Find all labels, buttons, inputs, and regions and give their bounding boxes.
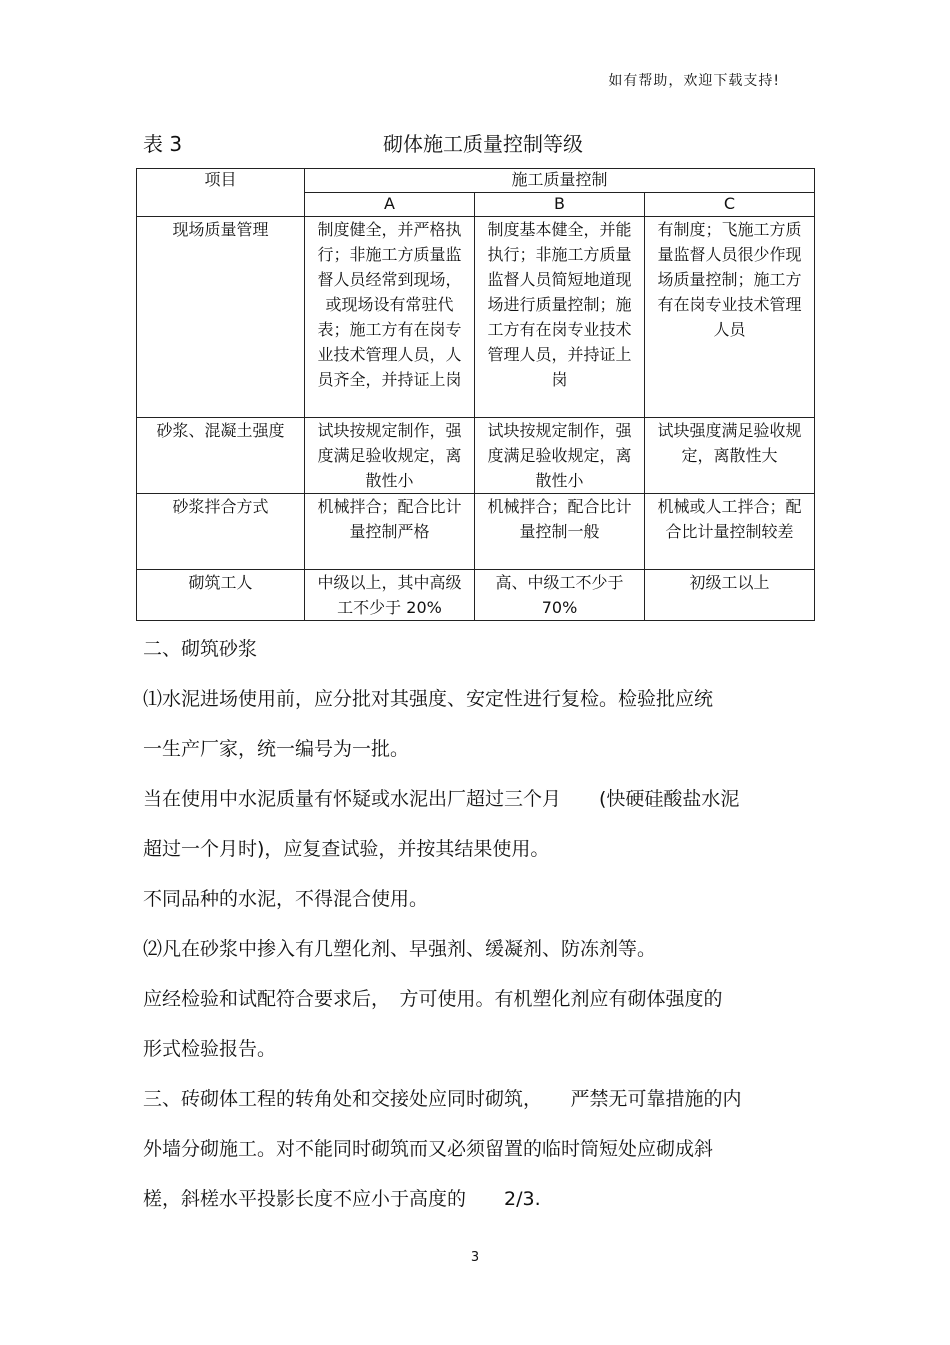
table-number: 表 3	[143, 132, 183, 156]
paragraph-line: ⑵凡在砂浆中掺入有几塑化剂、早强剂、缓凝剂、防冻剂等。	[143, 938, 657, 960]
header-note: 如有帮助，欢迎下载支持!	[608, 73, 780, 89]
cell-c: 机械或人工拌合；配合比计量控制较差	[645, 494, 815, 570]
paragraph-line: 外墙分砌施工。对不能同时砌筑而又必须留置的临时筒短处应砌成斜	[143, 1138, 714, 1160]
row-item: 砂浆、混凝土强度	[137, 418, 305, 494]
header-grade-c: C	[645, 193, 815, 217]
cell-a: 机械拌合；配合比计量控制严格	[305, 494, 475, 570]
cell-b: 试块按规定制作，强度满足验收规定，离散性小	[475, 418, 645, 494]
cell-c: 初级工以上	[645, 570, 815, 621]
header-group: 施工质量控制	[305, 169, 815, 193]
table-row	[137, 418, 815, 494]
paragraph-line: 当在使用中水泥质量有怀疑或水泥出厂超过三个月 (快硬硅酸盐水泥	[143, 788, 740, 810]
cell-c: 试块强度满足验收规定，离散性大	[645, 418, 815, 494]
paragraph-line: 超过一个月时)，应复查试验，并按其结果使用。	[143, 838, 550, 860]
table-title: 砌体施工质量控制等级	[383, 132, 583, 156]
row-item: 砌筑工人	[137, 570, 305, 621]
paragraph-line: 不同品种的水泥，不得混合使用。	[143, 888, 429, 910]
row-item: 砂浆拌合方式	[137, 494, 305, 570]
paragraph-line: 应经检验和试配符合要求后， 方可使用。有机塑化剂应有砌体强度的	[143, 988, 723, 1010]
paragraph-line: 一生产厂家，统一编号为一批。	[143, 738, 410, 760]
table-caption	[143, 128, 813, 156]
header-item: 项目	[137, 169, 305, 217]
cell-b: 机械拌合；配合比计量控制一般	[475, 494, 645, 570]
table-row	[137, 494, 815, 570]
table-row	[137, 217, 815, 418]
section-line: 三、砖砌体工程的转角处和交接处应同时砌筑， 严禁无可靠措施的内	[143, 1088, 742, 1110]
header-grade-b: B	[475, 193, 645, 217]
table-row	[137, 570, 815, 621]
cell-c: 有制度；飞施工方质量监督人员很少作现场质量控制；施工方有在岗专业技术管理人员	[645, 217, 815, 418]
cell-b: 制度基本健全，并能执行；非施工方质量监督人员简短地道现场进行质量控制；施工方有在岗专业技术管理人员，并持证上岗	[475, 217, 645, 418]
cell-b: 高、中级工不少于70%	[475, 570, 645, 621]
header-grade-a: A	[305, 193, 475, 217]
row-item: 现场质量管理	[137, 217, 305, 418]
paragraph-line: 槎，斜槎水平投影长度不应小于高度的 2/3.	[143, 1188, 541, 1210]
cell-a: 试块按规定制作，强度满足验收规定，离散性小	[305, 418, 475, 494]
quality-control-table	[136, 168, 815, 621]
page-number: 3	[470, 1250, 480, 1265]
cell-a: 制度健全，并严格执行；非施工方质量监督人员经常到现场，或现场设有常驻代表；施工方有在岗专业技术管理人员，人员齐全，并持证上岗	[305, 217, 475, 418]
section-heading: 二、砌筑砂浆	[143, 638, 258, 660]
paragraph-line: ⑴水泥进场使用前，应分批对其强度、安定性进行复检。检验批应统	[143, 688, 714, 710]
paragraph-line: 形式检验报告。	[143, 1038, 277, 1060]
cell-a: 中级以上，其中高级工不少于 20%	[305, 570, 475, 621]
